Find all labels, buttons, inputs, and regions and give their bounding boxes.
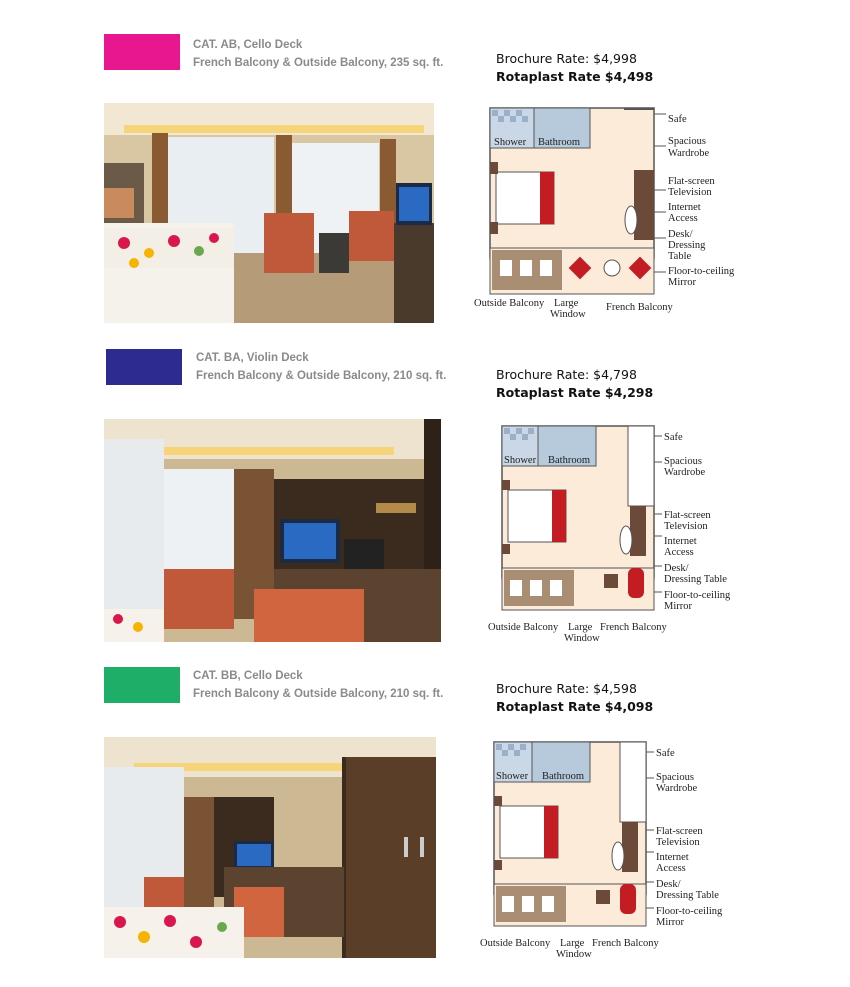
plan-label-mirror: Mirror — [656, 917, 684, 928]
cabin-section-ba — [0, 330, 850, 660]
category-color-swatch — [104, 667, 180, 703]
rates — [496, 680, 653, 716]
plan-label-desk: Dressing Table — [664, 574, 727, 585]
category-name: CAT. AB, Cello Deck — [193, 39, 303, 51]
cabin-photo — [104, 103, 434, 323]
plan-label-large-window: Window — [556, 949, 592, 960]
cabin-floor-plan — [470, 100, 750, 325]
rotaplast-rate: Rotaplast Rate $4,498 — [496, 69, 654, 84]
plan-label-french-balcony: French Balcony — [606, 302, 673, 313]
plan-label-mirror: Floor-to-ceiling — [664, 590, 731, 601]
plan-label-outside-balcony: Outside Balcony — [480, 938, 551, 949]
plan-label-desk: Table — [668, 251, 692, 262]
plan-label-desk: Dressing Table — [656, 890, 719, 901]
category-name: CAT. BA, Violin Deck — [196, 352, 309, 364]
plan-label-desk: Dressing — [668, 240, 706, 251]
plan-label-tv: Flat-screen — [664, 510, 711, 521]
plan-label-internet: Access — [668, 213, 698, 224]
brochure-rate: Brochure Rate: $4,798 — [496, 367, 637, 382]
plan-label-mirror: Mirror — [664, 601, 692, 612]
cabin-section-ab — [0, 0, 850, 330]
plan-label-internet: Internet — [668, 202, 701, 213]
rotaplast-rate: Rotaplast Rate $4,298 — [496, 385, 654, 400]
plan-label-large-window: Window — [550, 309, 586, 320]
plan-label-french-balcony: French Balcony — [600, 622, 667, 633]
plan-label-outside-balcony: Outside Balcony — [474, 298, 545, 309]
plan-label-wardrobe: Spacious — [664, 456, 702, 467]
plan-label-shower: Shower — [494, 137, 527, 148]
plan-label-shower: Shower — [504, 455, 537, 466]
plan-label-tv: Television — [656, 837, 700, 848]
category-description: French Balcony & Outside Balcony, 235 sq. ft. — [193, 57, 444, 69]
plan-label-large-window: Large — [568, 622, 593, 633]
plan-label-desk: Desk/ — [664, 563, 689, 574]
category-name: CAT. BB, Cello Deck — [193, 670, 303, 682]
plan-label-outside-balcony: Outside Balcony — [488, 622, 559, 633]
rates — [496, 50, 653, 86]
plan-label-wardrobe: Wardrobe — [656, 783, 698, 794]
plan-label-safe: Safe — [656, 748, 675, 759]
plan-label-desk: Desk/ — [656, 879, 681, 890]
category-description: French Balcony & Outside Balcony, 210 sq. ft. — [196, 370, 447, 382]
rotaplast-rate: Rotaplast Rate $4,098 — [496, 699, 654, 714]
cabin-photo — [104, 419, 441, 642]
plan-label-french-balcony: French Balcony — [592, 938, 659, 949]
plan-label-tv: Television — [664, 521, 708, 532]
plan-label-bathroom: Bathroom — [548, 455, 590, 466]
cabin-section-bb — [0, 660, 850, 987]
plan-label-mirror: Floor-to-ceiling — [656, 906, 723, 917]
plan-label-wardrobe: Wardrobe — [664, 467, 706, 478]
plan-label-internet: Internet — [664, 536, 697, 547]
plan-label-mirror: Mirror — [668, 277, 696, 288]
plan-label-tv: Flat-screen — [668, 176, 715, 187]
brochure-rate: Brochure Rate: $4,598 — [496, 681, 637, 696]
plan-label-large-window: Large — [554, 298, 579, 309]
rates — [496, 366, 653, 402]
cabin-floor-plan — [478, 740, 748, 965]
category-color-swatch — [106, 349, 182, 385]
plan-label-tv: Television — [668, 187, 712, 198]
cabin-photo — [104, 737, 436, 958]
category-description: French Balcony & Outside Balcony, 210 sq. ft. — [193, 688, 444, 700]
brochure-rate: Brochure Rate: $4,998 — [496, 51, 637, 66]
plan-label-safe: Safe — [664, 432, 683, 443]
cabin-floor-plan — [486, 422, 756, 647]
plan-label-wardrobe: Spacious — [668, 136, 706, 147]
plan-label-bathroom: Bathroom — [538, 137, 580, 148]
plan-label-safe: Safe — [668, 114, 687, 125]
plan-label-desk: Desk/ — [668, 229, 693, 240]
plan-label-wardrobe: Spacious — [656, 772, 694, 783]
category-color-swatch — [104, 34, 180, 70]
plan-label-large-window: Large — [560, 938, 585, 949]
plan-label-wardrobe: Wardrobe — [668, 148, 710, 159]
category-title — [193, 667, 443, 703]
category-title — [193, 36, 443, 72]
category-title — [196, 349, 446, 385]
plan-label-bathroom: Bathroom — [542, 771, 584, 782]
plan-label-internet: Internet — [656, 852, 689, 863]
plan-label-tv: Flat-screen — [656, 826, 703, 837]
plan-label-internet: Access — [656, 863, 686, 874]
plan-label-internet: Access — [664, 547, 694, 558]
plan-label-mirror: Floor-to-ceiling — [668, 266, 735, 277]
plan-label-large-window: Window — [564, 633, 600, 644]
plan-label-shower: Shower — [496, 771, 529, 782]
